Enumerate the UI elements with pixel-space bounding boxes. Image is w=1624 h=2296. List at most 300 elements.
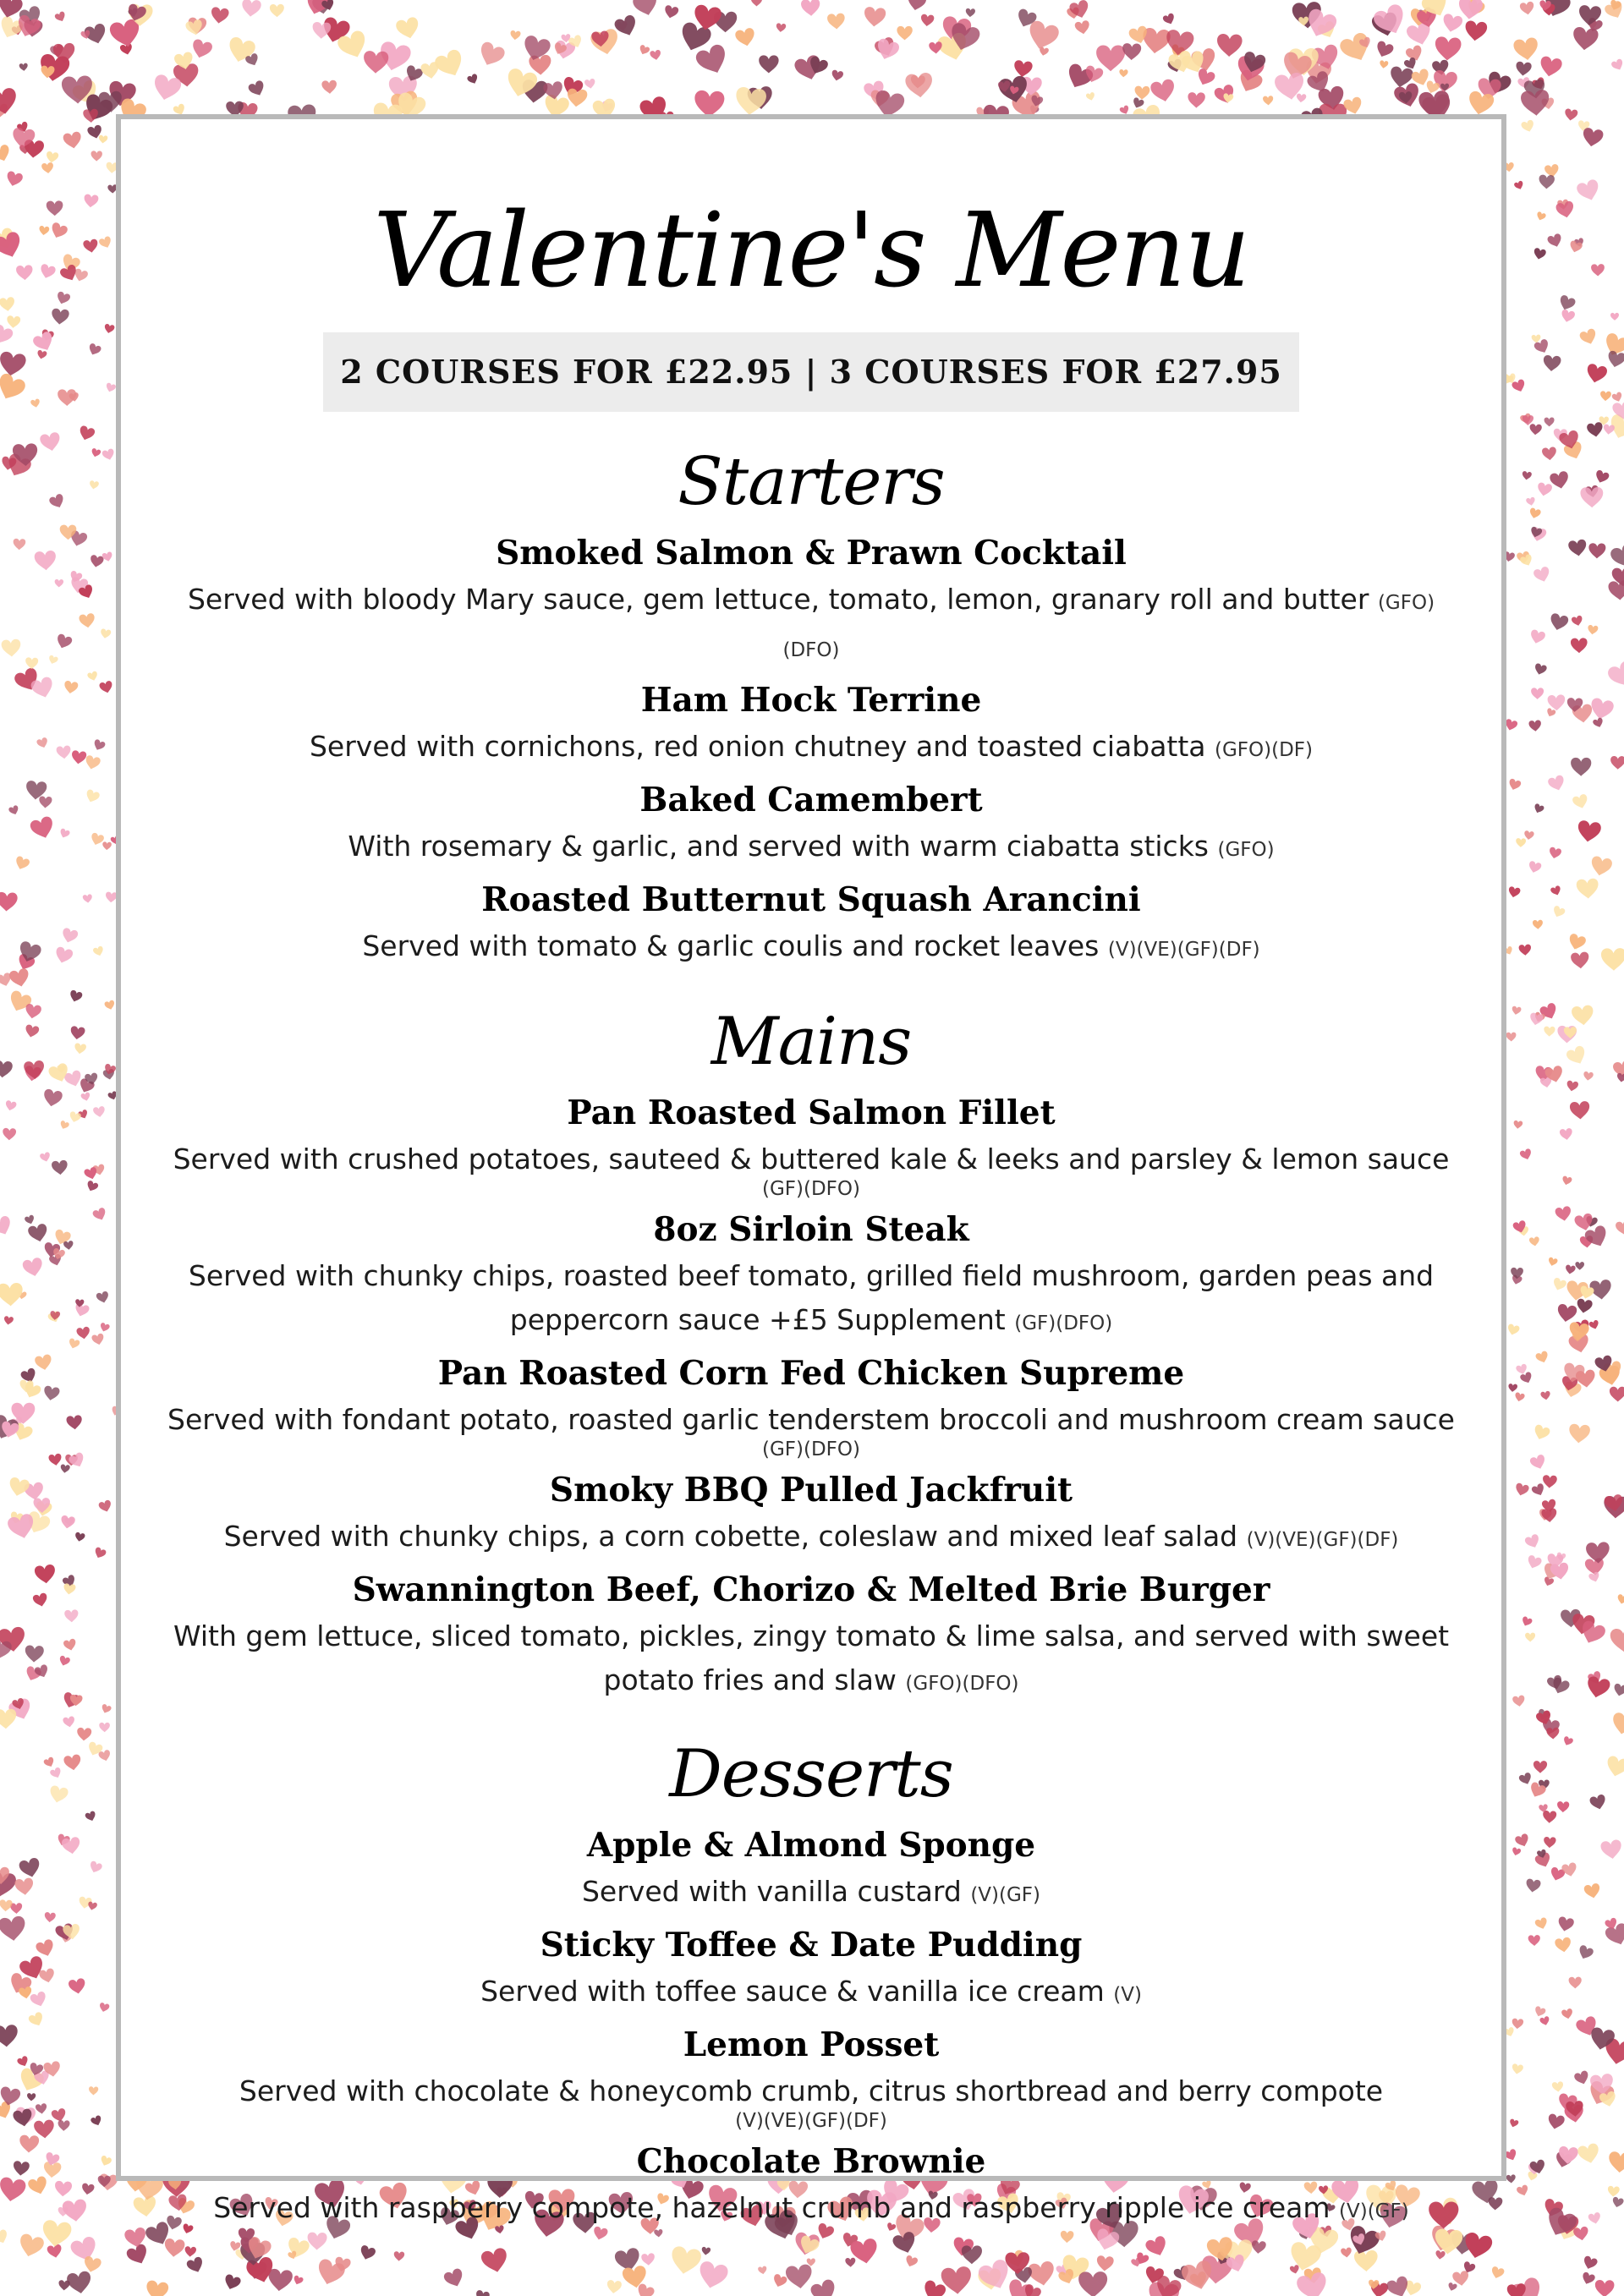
heart-icon xyxy=(89,2086,99,2095)
heart-icon xyxy=(30,1991,49,2008)
dish-name: Pan Roasted Salmon Fillet xyxy=(567,1093,1056,1132)
heart-icon xyxy=(827,13,846,30)
heart-icon xyxy=(920,14,935,26)
heart-icon xyxy=(1549,612,1570,632)
heart-icon xyxy=(68,1978,86,1996)
heart-icon xyxy=(312,22,332,40)
heart-icon xyxy=(1549,470,1570,490)
heart-icon xyxy=(1506,2174,1516,2184)
heart-icon xyxy=(6,315,20,329)
heart-icon xyxy=(1013,60,1034,79)
heart-icon xyxy=(1569,1977,1582,1989)
heart-icon xyxy=(42,1385,60,1401)
heart-icon xyxy=(58,1655,71,1667)
heart-icon xyxy=(25,657,39,669)
heart-icon xyxy=(1528,720,1541,732)
dish-description-text: With rosemary & garlic, and served with warm ciabatta sticks xyxy=(348,830,1209,863)
heart-icon xyxy=(49,1767,63,1780)
heart-icon xyxy=(1566,933,1587,952)
heart-icon xyxy=(285,2237,310,2260)
heart-icon xyxy=(1570,1101,1591,1120)
heart-icon xyxy=(34,1354,52,1372)
heart-icon xyxy=(103,324,115,335)
heart-icon xyxy=(0,351,27,378)
heart-icon xyxy=(3,1316,14,1326)
heart-icon xyxy=(1552,2081,1564,2092)
heart-icon xyxy=(1506,1032,1516,1041)
heart-icon xyxy=(904,2255,919,2268)
heart-icon xyxy=(99,2155,112,2167)
heart-icon xyxy=(1164,29,1194,57)
heart-icon xyxy=(8,805,20,816)
heart-icon xyxy=(1588,697,1615,721)
heart-icon xyxy=(42,1088,63,1108)
heart-icon xyxy=(393,2251,404,2261)
heart-icon xyxy=(1144,2235,1170,2260)
heart-icon xyxy=(1615,1220,1624,1236)
heart-icon xyxy=(14,1877,35,1896)
heart-icon xyxy=(163,2238,185,2258)
heart-icon xyxy=(61,1837,81,1855)
heart-icon xyxy=(51,308,69,325)
heart-icon xyxy=(1572,793,1589,810)
dish-name: Roasted Butternut Squash Arancini xyxy=(481,880,1141,919)
dish-item xyxy=(121,1349,1501,1462)
heart-icon xyxy=(39,1152,51,1163)
section-mains xyxy=(121,995,1501,1706)
heart-icon xyxy=(1513,37,1540,62)
heart-icon xyxy=(76,1728,91,1741)
dish-description-text: Served with bloody Mary sauce, gem lettuce, tomato, lemon, granary roll and butter xyxy=(187,583,1369,616)
heart-icon xyxy=(1565,1044,1588,1067)
heart-icon xyxy=(36,349,47,359)
heart-icon xyxy=(1540,1390,1551,1400)
heart-icon xyxy=(1512,1695,1526,1707)
heart-icon xyxy=(0,297,15,312)
heart-icon xyxy=(476,41,507,70)
heart-icon xyxy=(831,69,843,81)
heart-icon xyxy=(1543,1811,1557,1823)
heart-icon xyxy=(27,2175,50,2196)
heart-icon xyxy=(1577,1944,1594,1961)
dietary-tags: (V)(VE)(GF)(DF) xyxy=(1107,939,1260,961)
heart-icon xyxy=(1594,469,1610,485)
heart-icon xyxy=(48,1784,69,1804)
heart-icon xyxy=(0,892,18,912)
dish-name: Swannington Beef, Chorizo & Melted Brie Burger xyxy=(352,1570,1270,1609)
heart-icon xyxy=(1572,2226,1589,2241)
heart-icon xyxy=(1524,1533,1542,1550)
dish-name: 8oz Sirloin Steak xyxy=(653,1210,969,1249)
heart-icon xyxy=(929,41,943,54)
heart-icon xyxy=(1611,392,1623,403)
heart-icon xyxy=(1591,264,1605,277)
heart-icon xyxy=(105,382,117,393)
heart-icon xyxy=(751,0,762,6)
heart-icon xyxy=(47,200,63,216)
heart-icon xyxy=(270,4,284,18)
heart-icon xyxy=(55,633,74,651)
heart-icon xyxy=(0,1709,17,1729)
dish-description-text: Served with chunky chips, roasted beef tomato, grilled field mushroom, garden peas and peppercorn sauce +£5 Supplement xyxy=(188,1259,1435,1336)
heart-icon xyxy=(87,1901,97,1911)
heart-icon xyxy=(39,431,62,452)
heart-icon xyxy=(63,1638,77,1652)
heart-icon xyxy=(1513,180,1524,190)
heart-icon xyxy=(897,26,912,41)
dish-description-text: Served with cornichons, red onion chutney and toasted ciabatta xyxy=(309,730,1206,763)
heart-icon xyxy=(1516,838,1526,847)
heart-icon xyxy=(669,2245,702,2277)
heart-icon xyxy=(1548,847,1561,859)
heart-icon xyxy=(467,73,480,85)
heart-icon xyxy=(1251,2240,1266,2255)
heart-icon xyxy=(1605,1755,1624,1778)
heart-icon xyxy=(92,738,107,752)
heart-icon xyxy=(25,1003,42,1020)
heart-icon xyxy=(41,162,54,174)
dish-item xyxy=(121,676,1501,772)
heart-icon xyxy=(475,2289,491,2296)
heart-icon xyxy=(663,5,679,20)
heart-icon xyxy=(1531,688,1544,699)
dish-name: Baked Camembert xyxy=(639,781,983,819)
heart-icon xyxy=(1512,1847,1522,1856)
heart-icon xyxy=(1508,1384,1518,1393)
heart-icon xyxy=(1561,1175,1572,1186)
heart-icon xyxy=(1547,1257,1558,1267)
heart-icon xyxy=(1531,334,1540,342)
heart-icon xyxy=(1516,2184,1529,2198)
heart-icon xyxy=(307,2232,327,2250)
dish-description xyxy=(121,1970,1501,2017)
heart-icon xyxy=(1447,2282,1457,2292)
dish-description-text: Served with toffee sauce & vanilla ice cream xyxy=(480,1975,1105,2008)
heart-icon xyxy=(1354,2250,1378,2272)
dish-description xyxy=(121,2186,1501,2233)
heart-icon xyxy=(60,927,79,945)
dish-item xyxy=(121,2137,1501,2233)
heart-icon xyxy=(1577,819,1602,843)
heart-icon xyxy=(1543,355,1561,372)
heart-icon xyxy=(1338,30,1374,65)
heart-icon xyxy=(0,87,19,117)
heart-icon xyxy=(1162,13,1177,26)
heart-icon xyxy=(1607,2186,1620,2198)
heart-icon xyxy=(801,0,821,17)
dish-description-text: Served with chunky chips, a corn cobette, coleslaw and mixed leaf salad xyxy=(223,1520,1238,1553)
heart-icon xyxy=(13,2108,34,2129)
heart-icon xyxy=(53,946,74,966)
heart-icon xyxy=(1533,1761,1547,1773)
heart-icon xyxy=(1507,778,1522,792)
heart-icon xyxy=(584,79,596,90)
heart-icon xyxy=(1490,2266,1506,2280)
heart-icon xyxy=(102,551,113,562)
dietary-tags: (V)(VE)(GF)(DF) xyxy=(735,2110,887,2132)
heart-icon xyxy=(1528,629,1545,645)
heart-icon xyxy=(864,7,886,28)
heart-icon xyxy=(29,815,56,841)
heart-icon xyxy=(1528,507,1541,519)
heart-icon xyxy=(1606,350,1624,370)
heart-icon xyxy=(1518,944,1531,956)
heart-icon xyxy=(1533,566,1552,584)
heart-icon xyxy=(1556,1916,1574,1933)
dish-description-text: With gem lettuce, sliced tomato, pickles, zingy tomato & lime salsa, and served with sweet potato fries and slaw xyxy=(173,1619,1450,1696)
heart-icon xyxy=(1610,1628,1624,1653)
heart-icon xyxy=(442,2267,466,2289)
heart-icon xyxy=(1611,2196,1624,2208)
heart-icon xyxy=(1514,1392,1525,1402)
heart-icon xyxy=(1533,920,1544,929)
heart-icon xyxy=(96,1290,110,1304)
heart-icon xyxy=(433,47,468,80)
heart-icon xyxy=(1511,1006,1521,1016)
heart-icon xyxy=(1506,1323,1520,1336)
heart-icon xyxy=(1514,1482,1529,1497)
heart-icon xyxy=(48,1453,63,1466)
dietary-tags: (GF)(DFO) xyxy=(762,1178,860,1200)
heart-icon xyxy=(1606,659,1624,691)
dietary-tags: (GFO)(DFO) xyxy=(782,592,1435,661)
heart-icon xyxy=(0,1899,13,1911)
heart-icon xyxy=(35,1938,56,1959)
heart-icon xyxy=(1263,96,1274,106)
heart-icon xyxy=(1464,20,1488,42)
heart-icon xyxy=(1609,542,1624,572)
heart-icon xyxy=(71,750,87,764)
dish-description-text: Served with crushed potatoes, sauteed & buttered kale & leeks and parsley & lemon sauce xyxy=(173,1143,1450,1175)
heart-icon xyxy=(1513,1121,1523,1130)
heart-icon xyxy=(1608,2151,1624,2173)
heart-icon xyxy=(84,789,100,804)
heart-icon xyxy=(1512,2063,1524,2075)
heart-icon xyxy=(267,2268,294,2292)
heart-icon xyxy=(92,945,105,957)
heart-icon xyxy=(1435,36,1462,62)
heart-icon xyxy=(1289,2265,1300,2275)
heart-icon xyxy=(1564,108,1578,121)
heart-icon xyxy=(785,2264,814,2290)
dish-item xyxy=(121,1565,1501,1706)
heart-icon xyxy=(59,1120,70,1130)
heart-icon xyxy=(1122,43,1142,61)
heart-icon xyxy=(1074,20,1090,36)
heart-icon xyxy=(1583,1071,1594,1082)
heart-icon xyxy=(0,372,27,404)
heart-icon xyxy=(359,2244,376,2261)
heart-icon xyxy=(1545,708,1556,718)
heart-icon xyxy=(1556,1303,1577,1323)
heart-icon xyxy=(99,1723,110,1733)
heart-icon xyxy=(0,2228,10,2245)
heart-icon xyxy=(85,1180,99,1193)
heart-icon xyxy=(56,745,71,759)
dish-item xyxy=(121,875,1501,972)
heart-icon xyxy=(210,7,229,25)
heart-icon xyxy=(79,613,96,629)
heart-icon xyxy=(69,989,83,1003)
heart-icon xyxy=(1521,1616,1533,1628)
dish-name: Chocolate Brownie xyxy=(636,2142,986,2181)
heart-icon xyxy=(89,480,99,490)
heart-icon xyxy=(776,23,786,32)
heart-icon xyxy=(19,63,28,71)
heart-icon xyxy=(98,1499,113,1514)
heart-icon xyxy=(1555,1206,1572,1223)
dietary-tags: (V)(GF) xyxy=(970,1884,1040,1906)
heart-icon xyxy=(85,1811,97,1822)
heart-icon xyxy=(78,425,96,442)
heart-icon xyxy=(247,79,266,98)
heart-icon xyxy=(1588,543,1606,559)
dish-item xyxy=(121,529,1501,672)
heart-icon xyxy=(1522,471,1532,480)
heart-icon xyxy=(27,1223,49,1243)
heart-icon xyxy=(1588,2211,1602,2225)
heart-icon xyxy=(17,2233,46,2260)
heart-icon xyxy=(1578,327,1598,346)
heart-icon xyxy=(809,2278,840,2296)
dietary-tags: (V)(GF) xyxy=(1339,2200,1409,2222)
heart-icon xyxy=(63,131,83,150)
heart-icon xyxy=(363,51,388,74)
heart-icon xyxy=(98,2003,110,2014)
heart-icon xyxy=(638,44,650,56)
heart-icon xyxy=(58,828,70,840)
heart-icon xyxy=(1565,1264,1576,1274)
heart-icon xyxy=(1518,1772,1533,1786)
dish-name: Smoked Salmon & Prawn Cocktail xyxy=(496,534,1127,573)
heart-icon xyxy=(58,2120,69,2131)
heart-icon xyxy=(1610,313,1619,321)
heart-icon xyxy=(49,222,69,241)
heart-icon xyxy=(701,2247,710,2256)
heart-icon xyxy=(83,194,98,208)
heart-icon xyxy=(1592,717,1604,729)
heart-icon xyxy=(1119,69,1128,78)
heart-icon xyxy=(1557,1801,1570,1812)
heart-icon xyxy=(542,80,564,101)
heart-icon xyxy=(24,1060,46,1080)
heart-icon xyxy=(1526,496,1536,506)
heart-icon xyxy=(905,72,934,99)
heart-icon xyxy=(43,1756,56,1769)
section-starters xyxy=(121,436,1501,972)
heart-icon xyxy=(1583,1882,1601,1899)
heart-icon xyxy=(1616,1594,1624,1605)
heart-icon xyxy=(1571,951,1590,969)
dish-description xyxy=(121,1137,1501,1202)
heart-icon xyxy=(1588,1319,1600,1330)
heart-icon xyxy=(1526,1554,1543,1570)
heart-icon xyxy=(1550,885,1562,897)
heart-icon xyxy=(91,1333,105,1345)
heart-icon xyxy=(69,1026,85,1040)
heart-icon xyxy=(845,2258,856,2267)
heart-icon xyxy=(98,135,107,144)
dietary-tags: (GF)(DFO) xyxy=(1014,1312,1113,1334)
heart-icon xyxy=(1576,178,1602,204)
heart-icon xyxy=(1603,424,1615,435)
heart-icon xyxy=(1559,1128,1573,1141)
heart-icon xyxy=(1566,1080,1578,1092)
heart-icon xyxy=(102,841,112,850)
dish-description xyxy=(121,578,1501,672)
dish-description xyxy=(121,924,1501,972)
section-title-starters: Starters xyxy=(678,444,945,520)
heart-icon xyxy=(1528,1935,1541,1946)
dietary-tags: (GF)(DFO) xyxy=(762,1438,860,1460)
heart-icon xyxy=(1149,79,1177,104)
heart-icon xyxy=(90,2115,103,2128)
dish-name: Lemon Posset xyxy=(683,2025,940,2064)
heart-icon xyxy=(1600,1839,1623,1860)
heart-icon xyxy=(63,680,79,694)
heart-icon xyxy=(1544,1837,1556,1849)
dish-name: Ham Hock Terrine xyxy=(640,681,982,720)
heart-icon xyxy=(321,79,337,94)
heart-icon xyxy=(1560,309,1575,323)
heart-icon xyxy=(1539,175,1555,189)
heart-icon xyxy=(1582,2255,1599,2271)
dish-description-text: Served with raspberry compote, hazelnut crumb and raspberry ripple ice cream xyxy=(213,2191,1330,2224)
heart-icon xyxy=(1533,2006,1546,2019)
heart-icon xyxy=(0,1283,24,1307)
heart-icon xyxy=(98,235,113,249)
heart-icon xyxy=(1600,391,1611,401)
dish-description-text: Served with vanilla custard xyxy=(581,1875,962,1908)
heart-icon xyxy=(1542,1475,1557,1488)
heart-icon xyxy=(241,0,261,18)
heart-icon xyxy=(8,967,31,989)
heart-icon xyxy=(1573,2070,1590,2086)
heart-icon xyxy=(1188,92,1205,108)
heart-icon xyxy=(0,1060,13,1079)
dietary-tags: (GFO)(DF) xyxy=(1215,739,1314,761)
heart-icon xyxy=(1612,1683,1624,1697)
dietary-tags: (V)(VE)(GF)(DF) xyxy=(1246,1529,1399,1551)
heart-icon xyxy=(1585,363,1609,385)
heart-icon xyxy=(14,855,30,871)
heart-icon xyxy=(102,448,116,462)
heart-icon xyxy=(91,448,102,458)
dietary-tags: (V) xyxy=(1113,1984,1142,2006)
heart-icon xyxy=(3,1128,16,1141)
heart-icon xyxy=(1589,1794,1608,1811)
heart-icon xyxy=(46,151,59,164)
heart-icon xyxy=(606,2280,623,2294)
heart-icon xyxy=(38,1968,56,1984)
dish-item xyxy=(121,1205,1501,1345)
heart-icon xyxy=(19,2134,40,2153)
heart-icon xyxy=(38,226,49,236)
heart-icon xyxy=(87,671,99,682)
dish-name: Apple & Almond Sponge xyxy=(586,1826,1036,1865)
heart-icon xyxy=(1562,1735,1574,1746)
dietary-tags: (GFO) xyxy=(1217,839,1275,861)
heart-icon xyxy=(1551,1277,1567,1292)
heart-icon xyxy=(36,737,50,749)
section-desserts xyxy=(121,1728,1501,2233)
heart-icon xyxy=(16,2055,30,2068)
heart-icon xyxy=(8,1477,30,1499)
heart-icon xyxy=(28,2011,46,2029)
heart-icon xyxy=(44,1912,56,1923)
heart-icon xyxy=(965,8,975,18)
heart-icon xyxy=(74,1043,86,1055)
